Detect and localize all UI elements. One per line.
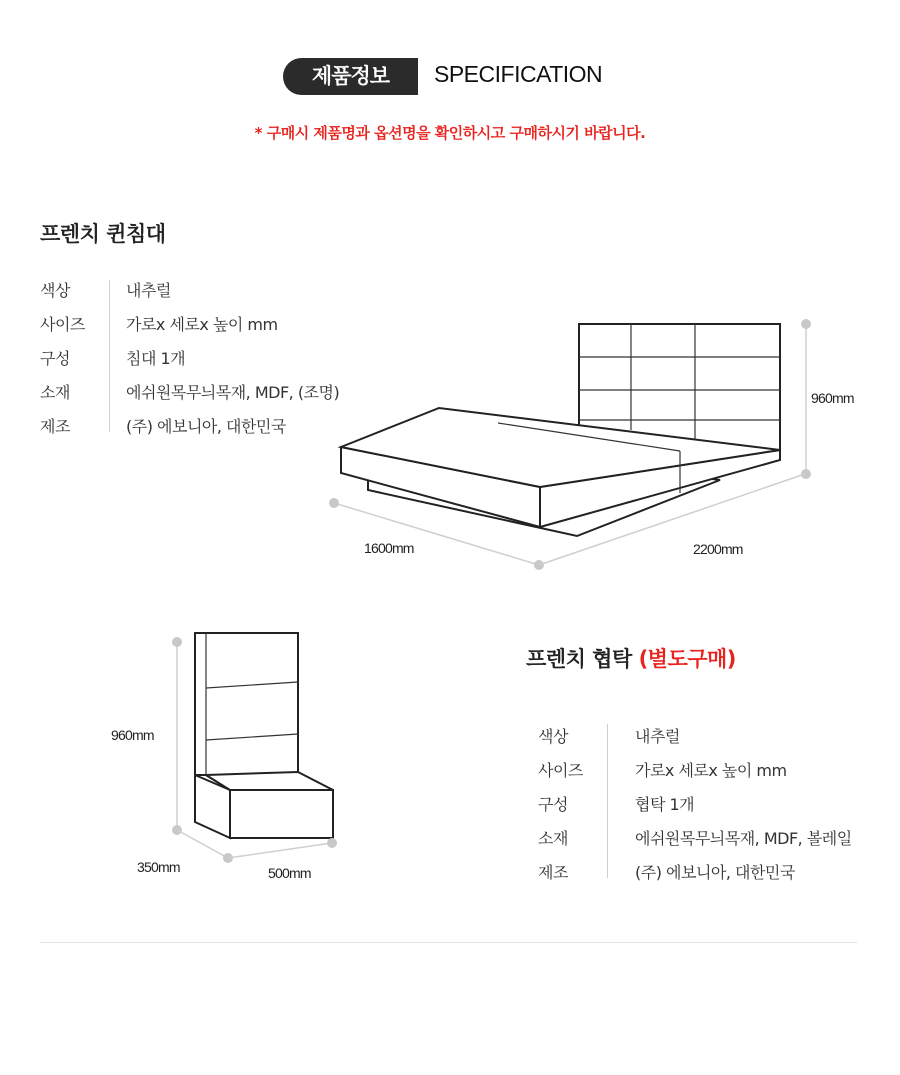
nightstand-depth-dim: 350mm xyxy=(137,859,180,875)
spec-key: 색상 xyxy=(538,727,568,746)
purchase-notice: * 구매시 제품명과 옵션명을 확인하시고 구매하시기 바랍니다. xyxy=(254,124,646,142)
nightstand-height-dim: 960mm xyxy=(111,727,154,743)
spec-value: 가로x 세로x 높이 mm xyxy=(635,761,787,780)
specification-title: SPECIFICATION xyxy=(434,61,603,87)
spec-row-material xyxy=(538,826,878,860)
spec-key: 사이즈 xyxy=(538,761,583,780)
spec-row-composition xyxy=(538,792,878,826)
spec-key: 구성 xyxy=(40,349,70,368)
spec-key: 사이즈 xyxy=(40,315,85,334)
separate-purchase-label: (별도구매) xyxy=(638,647,736,671)
nightstand-headboard xyxy=(195,633,298,775)
nightstand-body xyxy=(230,790,333,838)
spec-value: 에쉬원목무늬목재, MDF, (조명) xyxy=(126,383,340,402)
product-info-badge: 제품정보 xyxy=(283,58,418,95)
spec-key: 소재 xyxy=(40,383,70,402)
spec-key: 색상 xyxy=(40,281,70,300)
spec-value: (주) 에보니아, 대한민국 xyxy=(635,863,795,882)
spec-key: 제조 xyxy=(538,863,568,882)
product1-title: 프렌치 퀸침대 xyxy=(40,222,166,246)
spec-value: 가로x 세로x 높이 mm xyxy=(126,315,278,334)
spec-key: 제조 xyxy=(40,417,70,436)
bed-width-dim: 1600mm xyxy=(364,540,414,556)
footer-divider xyxy=(40,942,857,943)
spec-value: 내추럴 xyxy=(635,727,680,746)
spec-row-manufacturer xyxy=(538,860,878,894)
bed-length-dim: 2200mm xyxy=(693,541,743,557)
product2-title xyxy=(526,643,736,673)
spec-row-size xyxy=(538,758,878,792)
spec-value: 에쉬원목무늬목재, MDF, 볼레일 xyxy=(635,829,852,848)
spec-row-color xyxy=(538,724,878,758)
spec-value: 침대 1개 xyxy=(126,349,186,368)
product2-title-text: 프렌치 협탁 xyxy=(526,647,632,671)
bed-height-dim: 960mm xyxy=(811,390,854,406)
product2-spec-table xyxy=(538,724,878,894)
spec-value: (주) 에보니아, 대한민국 xyxy=(126,417,286,436)
spec-key: 구성 xyxy=(538,795,568,814)
nightstand-width-dim: 500mm xyxy=(268,865,311,881)
spec-value: 협탁 1개 xyxy=(635,795,695,814)
spec-key: 소재 xyxy=(538,829,568,848)
spec-value: 내추럴 xyxy=(126,281,171,300)
